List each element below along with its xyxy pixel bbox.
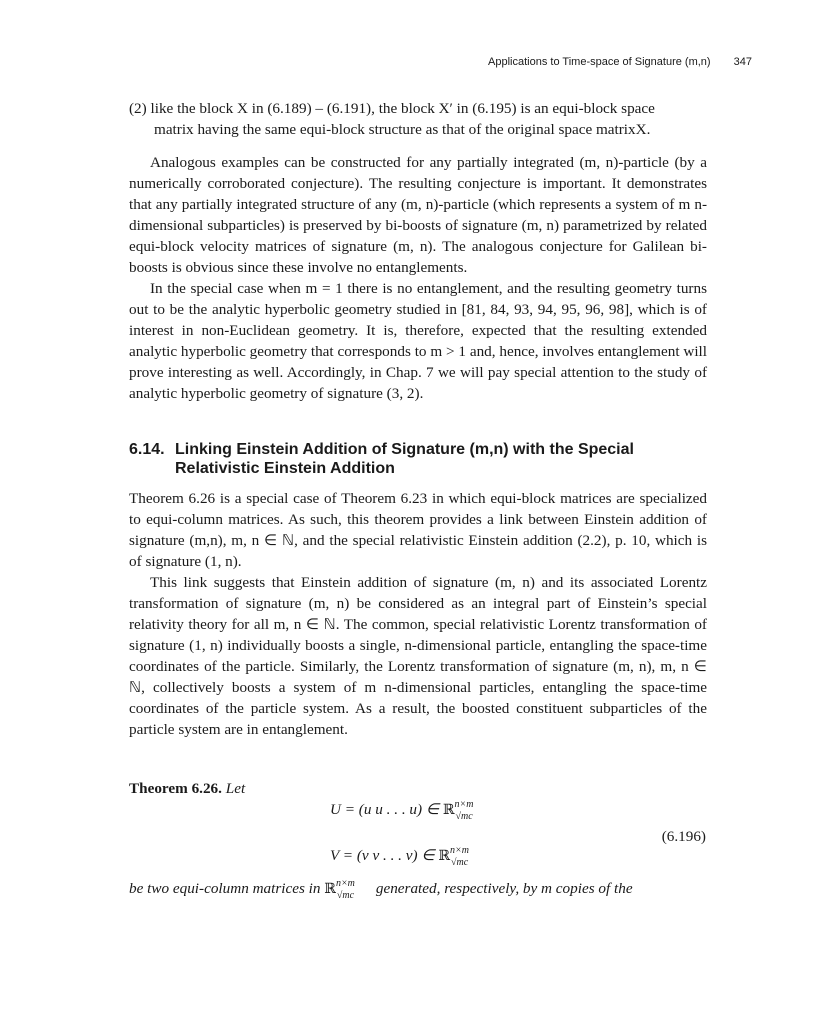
equation-number: (6.196) xyxy=(661,828,706,845)
equation-line-v xyxy=(330,845,486,868)
real-set-symbol: ℝ xyxy=(442,802,455,818)
trailing-before: be two equi-column matrices in xyxy=(129,880,321,897)
equation-text: U = (u u . . . u) ∈ xyxy=(330,801,443,818)
list-item-2 xyxy=(129,98,707,140)
superscript: n×m xyxy=(454,799,474,810)
equation-line-u xyxy=(330,799,491,822)
body-text-bottom xyxy=(129,488,707,740)
theorem-lead: Let xyxy=(225,780,246,797)
equation-text: V = (v v . . . v) ∈ xyxy=(330,847,439,864)
trailing-after: generated, respectively, by m copies of the xyxy=(375,880,633,897)
theorem-label: Theorem 6.26. xyxy=(129,780,222,797)
paragraph: In the special case when m = 1 there is no entanglement, and the resulting geometry turns out to be the analytic hyperbolic geometry studied in [81, 84, 93, 94, 95, 96, 98], which is of interest in non-Euclidean geometry. It is, therefore, expected that the resulting extended analytic hyperbolic geometry that corresponds to m > 1 and, hence, involves entanglement will prove interesting as well. Accordingly, in Chap. 7 we will pay special attention to the study of analytic hyperbolic geometry of signature (3, 2). xyxy=(129,280,707,402)
page-number: 347 xyxy=(733,56,752,68)
subscript: √mc xyxy=(336,890,355,901)
section-number: 6.14. xyxy=(129,441,165,458)
superscript: n×m xyxy=(450,845,470,856)
section-title-line1: Linking Einstein Addition of Signature (m,n) with the Special xyxy=(175,441,634,458)
section-title-line2: Relativistic Einstein Addition xyxy=(175,460,395,477)
superscript: n×m xyxy=(335,878,355,889)
running-header xyxy=(488,56,752,68)
subscript: √mc xyxy=(455,811,473,822)
item2-line2: matrix having the same equi-block structure as that of the original space matrixX. xyxy=(154,121,651,138)
section-heading xyxy=(129,440,709,478)
running-title: Applications to Time-space of Signature (m,n) xyxy=(488,56,711,68)
real-set-symbol: ℝ xyxy=(324,881,336,897)
paragraph: Analogous examples can be constructed for any partially integrated (m, n)-particle (by a numerically corroborated conjecture). The resulting conjecture is important. It demonstrates that any partially integrated structure of any (m, n)-particle (which represents a system of m n-dimensional subparticles) is preserved by bi-boosts of signature (m, n) parametrized by related equi-block velocity matrices of signature (m, n). The analogous conjecture for Galilean bi-boosts is obvious since these involve no entanglements. xyxy=(129,154,707,276)
real-set-symbol: ℝ xyxy=(438,848,451,864)
paragraph: Theorem 6.26 is a special case of Theorem 6.23 in which equi-block matrices are specialized to equi-column matrices. As such, this theorem provides a link between Einstein addition of signature (m,n), m, n ∈ ℕ, and the special relativistic Einstein addition (2.2), p. 10, which is of signature (1, n). xyxy=(129,490,707,570)
paragraph: This link suggests that Einstein addition of signature (m, n) and its associated Lorentz transformation of signature (m, n) be considered as an integral part of Einstein’s special relativity theory for all m, n ∈ ℕ. The common, special relativistic Lorentz transformation of signature (1, n) individually boosts a single, n-dimensional particle, entangling the space-time coordinates of the particle. Similarly, the Lorentz transformation of signature (m, n), m, n ∈ ℕ, collectively boosts a system of m n-dimensional particles, entangling the space-time coordinates of the particle system. As a result, the boosted constituent subparticles of the particle system are in entanglement. xyxy=(129,574,707,738)
trailing-line xyxy=(129,878,707,901)
subscript: √mc xyxy=(451,857,469,868)
body-text-top xyxy=(129,152,707,404)
theorem-statement xyxy=(129,778,707,799)
item2-line1: (2) like the block X in (6.189) – (6.191), the block X′ in (6.195) is an equi-block space xyxy=(129,100,655,117)
